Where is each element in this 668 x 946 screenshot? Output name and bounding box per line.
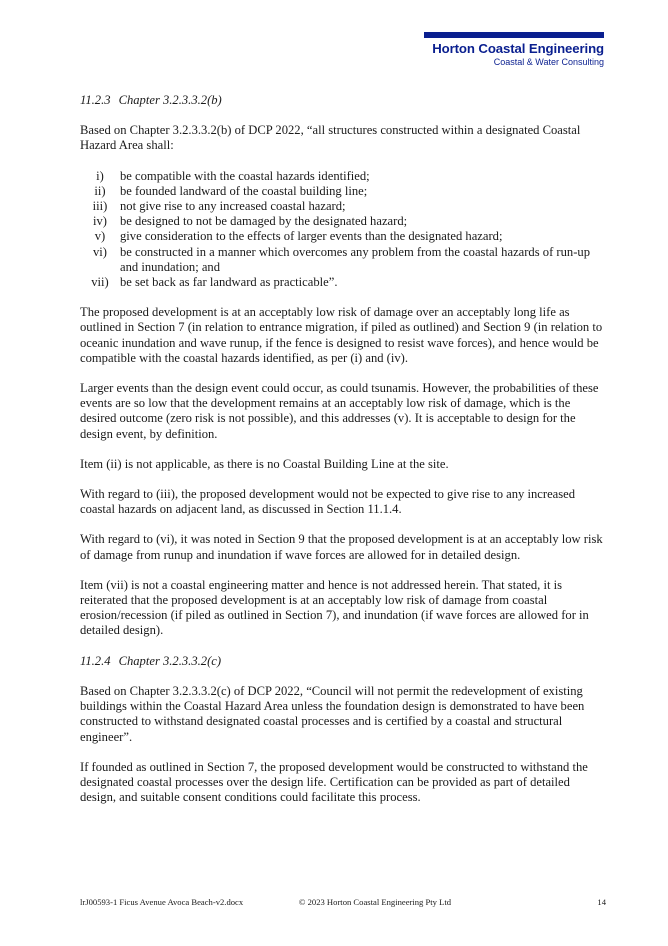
list-item-number: vi) <box>93 244 107 259</box>
body-paragraph: With regard to (vi), it was noted in Section 9 that the proposed development is at an acceptably low risk of damage from runup and inundation if wave forces are allowed for in detailed design. <box>80 532 603 562</box>
body-paragraph: Item (ii) is not applicable, as there is no Coastal Building Line at the site. <box>80 456 449 471</box>
page-header <box>424 32 604 68</box>
section-number: 11.2.3 <box>80 93 111 107</box>
list-item <box>80 199 608 214</box>
list-item <box>80 245 608 275</box>
section-heading-11-2-4 <box>80 654 608 669</box>
section-intro: Based on Chapter 3.2.3.3.2(b) of DCP 2022, “all structures constructed within a designated Coastal Hazard Area shall: <box>80 123 581 153</box>
section-heading-11-2-3 <box>80 93 608 108</box>
list-item-number: iii) <box>92 199 108 214</box>
footer-document-name: lrJ00593-1 Ficus Avenue Avoca Beach-v2.docx <box>80 897 244 907</box>
list-item <box>80 229 608 244</box>
list-item-text: be set back as far landward as practicable”. <box>120 275 338 290</box>
list-item-number: v) <box>94 229 106 244</box>
company-tagline: Coastal & Water Consulting <box>493 57 604 67</box>
list-item <box>80 184 608 199</box>
list-item-number: vii) <box>91 275 109 290</box>
list-item-number: i) <box>96 168 104 183</box>
document-body <box>80 93 608 820</box>
header-accent-bar <box>424 32 604 38</box>
section-title: Chapter 3.2.3.3.2(c) <box>118 653 222 668</box>
list-item-text: be founded landward of the coastal building line; <box>120 183 368 198</box>
section-title: Chapter 3.2.3.3.2(b) <box>118 93 222 107</box>
list-item-text: be compatible with the coastal hazards identified; <box>120 168 370 183</box>
list-item-text: give consideration to the effects of larger events than the designated hazard; <box>120 229 503 244</box>
list-item-number: iv) <box>93 214 107 229</box>
list-item-text: not give rise to any increased coastal hazard; <box>120 199 346 214</box>
list-item-text: be constructed in a manner which overcomes any problem from the coastal hazards of run-up and inundation; and <box>120 244 590 274</box>
footer-copyright: © 2023 Horton Coastal Engineering Pty Ltd <box>298 897 452 907</box>
body-paragraph: Larger events than the design event could occur, as could tsunamis. However, the probabilities of these events are so low that the development remains at an acceptably low risk of damage, which is the desired outcome (zero risk is not possible), and this addresses (v). It is acceptable to design for the design event, by definition. <box>80 381 599 441</box>
body-paragraph: If founded as outlined in Section 7, the proposed development would be constructed to withstand the designated coastal processes over the design life. Certification can be provided as part of detailed design, and suitable consent conditions could facilitate this process. <box>80 759 588 805</box>
list-item-text: be designed to not be damaged by the designated hazard; <box>120 214 408 229</box>
body-paragraph: With regard to (iii), the proposed development would not be expected to give rise to any increased coastal hazards on adjacent land, as discussed in Section 11.1.4. <box>80 487 576 517</box>
footer-page-number: 14 <box>597 897 606 907</box>
company-name: Horton Coastal Engineering <box>432 41 604 56</box>
body-paragraph: The proposed development is at an acceptably low risk of damage over an acceptably long life as outlined in Section 7 (in relation to entrance migration, if piled as outlined) and Section 9 (in relation to oceanic inundation and wave runup, if the fence is designed to resist wave forces), and hence would be compatible with the coastal hazards identified, as per (i) and (iv). <box>80 305 603 365</box>
requirements-list <box>80 169 608 291</box>
list-item <box>80 169 608 184</box>
list-item-number: ii) <box>94 183 106 198</box>
list-item <box>80 214 608 229</box>
list-item <box>80 275 608 290</box>
body-paragraph: Item (vii) is not a coastal engineering matter and hence is not addressed herein. That stated, it is reiterated that the proposed development is at an acceptably low risk of damage from coastal erosion/recession (if piled as outlined in Section 7), and inundation (if wave forces are allowed for in detailed design). <box>80 577 589 638</box>
section-number: 11.2.4 <box>80 653 111 668</box>
body-paragraph: Based on Chapter 3.2.3.3.2(c) of DCP 2022, “Council will not permit the redevelopment of existing buildings within the Coastal Hazard Area unless the foundation design is demonstrated to have been constructed to withstand designated coastal processes and is certified by a coastal and structural engineer”. <box>80 683 585 744</box>
